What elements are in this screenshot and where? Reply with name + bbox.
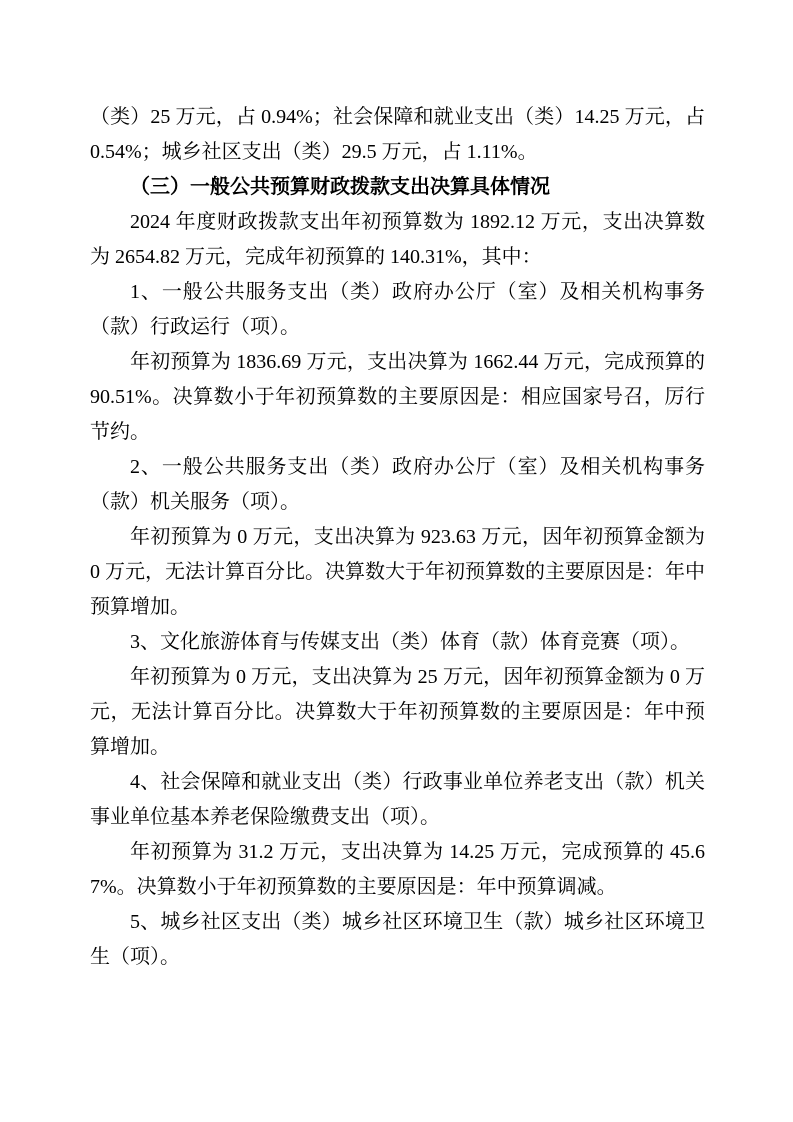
paragraph-item-5-title: 5、城乡社区支出（类）城乡社区环境卫生（款）城乡社区环境卫生（项）。: [90, 911, 705, 968]
paragraph-item-3-detail: 年初预算为 0 万元，支出决算为 25 万元，因年初预算金额为 0 万元，无法计算百分比。决算数大于年初预算数的主要原因是：年中预算增加。: [90, 666, 705, 758]
section-heading: （三）一般公共预算财政拨款支出决算具体情况: [130, 176, 550, 198]
paragraph-item-4-title: 4、社会保障和就业支出（类）行政事业单位养老支出（款）机关事业单位基本养老保险缴费支出（项）。: [90, 771, 705, 828]
paragraph-item-3-title: 3、文化旅游体育与传媒支出（类）体育（款）体育竞赛（项）。: [130, 631, 690, 653]
paragraph-item-2-detail: 年初预算为 0 万元，支出决算为 923.63 万元，因年初预算金额为 0 万元，无法计算百分比。决算数大于年初预算数的主要原因是：年中预算增加。: [90, 526, 705, 618]
paragraph-item-1-title: 1、一般公共服务支出（类）政府办公厅（室）及相关机构事务（款）行政运行（项）。: [90, 281, 705, 338]
paragraph-budget-summary: 2024 年度财政拨款支出年初预算数为 1892.12 万元，支出决算数为 2654.82 万元，完成年初预算的 140.31%，其中：: [90, 211, 705, 268]
paragraph-item-1-detail: 年初预算为 1836.69 万元，支出决算为 1662.44 万元，完成预算的 90.51%。决算数小于年初预算数的主要原因是：相应国家号召，厉行节约。: [90, 351, 705, 443]
paragraph-spend-share-continuation: （类）25 万元，占 0.94%；社会保障和就业支出（类）14.25 万元，占 0.54%；城乡社区支出（类）29.5 万元，占 1.11%。: [90, 106, 705, 163]
paragraph-item-2-title: 2、一般公共服务支出（类）政府办公厅（室）及相关机构事务（款）机关服务（项）。: [90, 456, 705, 513]
paragraph-item-4-detail: 年初预算为 31.2 万元，支出决算为 14.25 万元，完成预算的 45.67%。决算数小于年初预算数的主要原因是：年中预算调减。: [90, 841, 705, 898]
